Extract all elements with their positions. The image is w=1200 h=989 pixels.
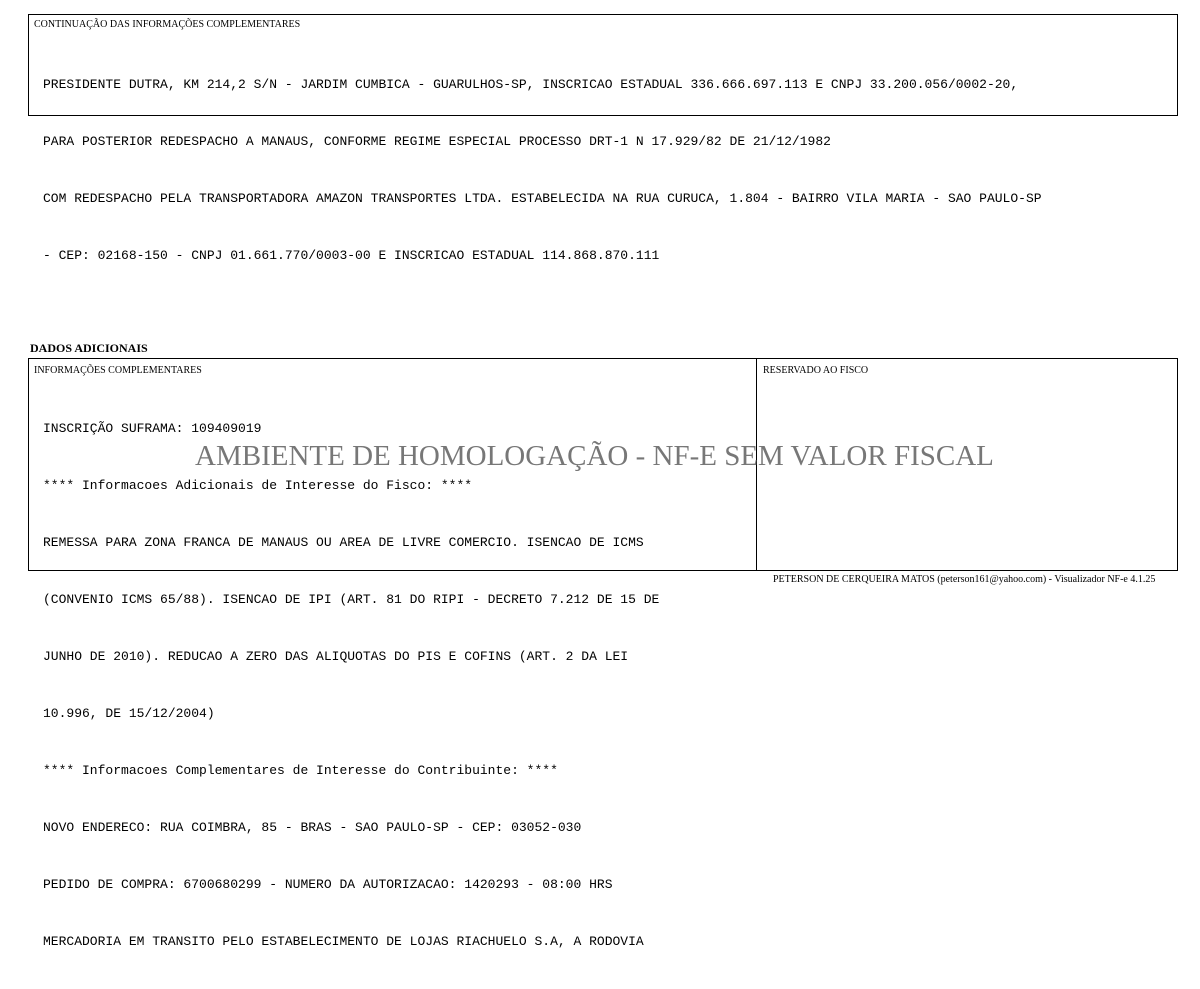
info-line: 10.996, DE 15/12/2004) — [43, 706, 215, 721]
info-line: **** Informacoes Complementares de Interesse do Contribuinte: **** — [43, 763, 558, 778]
info-line: (CONVENIO ICMS 65/88). ISENCAO DE IPI (ART. 81 DO RIPI - DECRETO 7.212 DE 15 DE — [43, 592, 660, 607]
continuacao-line: PRESIDENTE DUTRA, KM 214,2 S/N - JARDIM CUMBICA - GUARULHOS-SP, INSCRICAO ESTADUAL 336.666.697.113 E CNPJ 33.200.056/0002-20, — [43, 77, 1019, 92]
footer-credit: PETERSON DE CERQUEIRA MATOS (peterson161@yahoo.com) - Visualizador NF-e 4.1.25 — [773, 574, 1156, 585]
info-line: **** Informacoes Adicionais de Interesse do Fisco: **** — [43, 478, 473, 493]
info-line: NOVO ENDERECO: RUA COIMBRA, 85 - BRAS - SAO PAULO-SP - CEP: 03052-030 — [43, 820, 582, 835]
info-line: REMESSA PARA ZONA FRANCA DE MANAUS OU AREA DE LIVRE COMERCIO. ISENCAO DE ICMS — [43, 535, 644, 550]
continuacao-text — [43, 37, 1042, 303]
continuacao-line: PARA POSTERIOR REDESPACHO A MANAUS, CONFORME REGIME ESPECIAL PROCESSO DRT-1 N 17.929/82 DE 21/12/1982 — [43, 134, 831, 149]
info-line: PEDIDO DE COMPRA: 6700680299 - NUMERO DA AUTORIZACAO: 1420293 - 08:00 HRS — [43, 877, 613, 892]
dados-adicionais-heading: DADOS ADICIONAIS — [30, 341, 148, 355]
info-line: INSCRIÇÃO SUFRAMA: 109409019 — [43, 421, 262, 436]
info-line: JUNHO DE 2010). REDUCAO A ZERO DAS ALIQUOTAS DO PIS E COFINS (ART. 2 DA LEI — [43, 649, 629, 664]
informacoes-complementares-title: INFORMAÇÕES COMPLEMENTARES — [34, 365, 202, 376]
continuacao-line: - CEP: 02168-150 - CNPJ 01.661.770/0003-00 E INSCRICAO ESTADUAL 114.868.870.111 — [43, 248, 660, 263]
info-line: MERCADORIA EM TRANSITO PELO ESTABELECIMENTO DE LOJAS RIACHUELO S.A, A RODOVIA — [43, 934, 644, 949]
continuacao-line: COM REDESPACHO PELA TRANSPORTADORA AMAZON TRANSPORTES LTDA. ESTABELECIDA NA RUA CURUCA, 1.804 - BAIRRO VILA MARIA - SAO PAULO-SP — [43, 191, 1042, 206]
continuacao-box — [28, 14, 1178, 263]
homologacao-watermark: AMBIENTE DE HOMOLOGAÇÃO - NF-E SEM VALOR FISCAL — [195, 440, 994, 472]
reservado-ao-fisco-title: RESERVADO AO FISCO — [763, 365, 869, 376]
continuacao-title: CONTINUAÇÃO DAS INFORMAÇÕES COMPLEMENTARES — [34, 19, 301, 30]
